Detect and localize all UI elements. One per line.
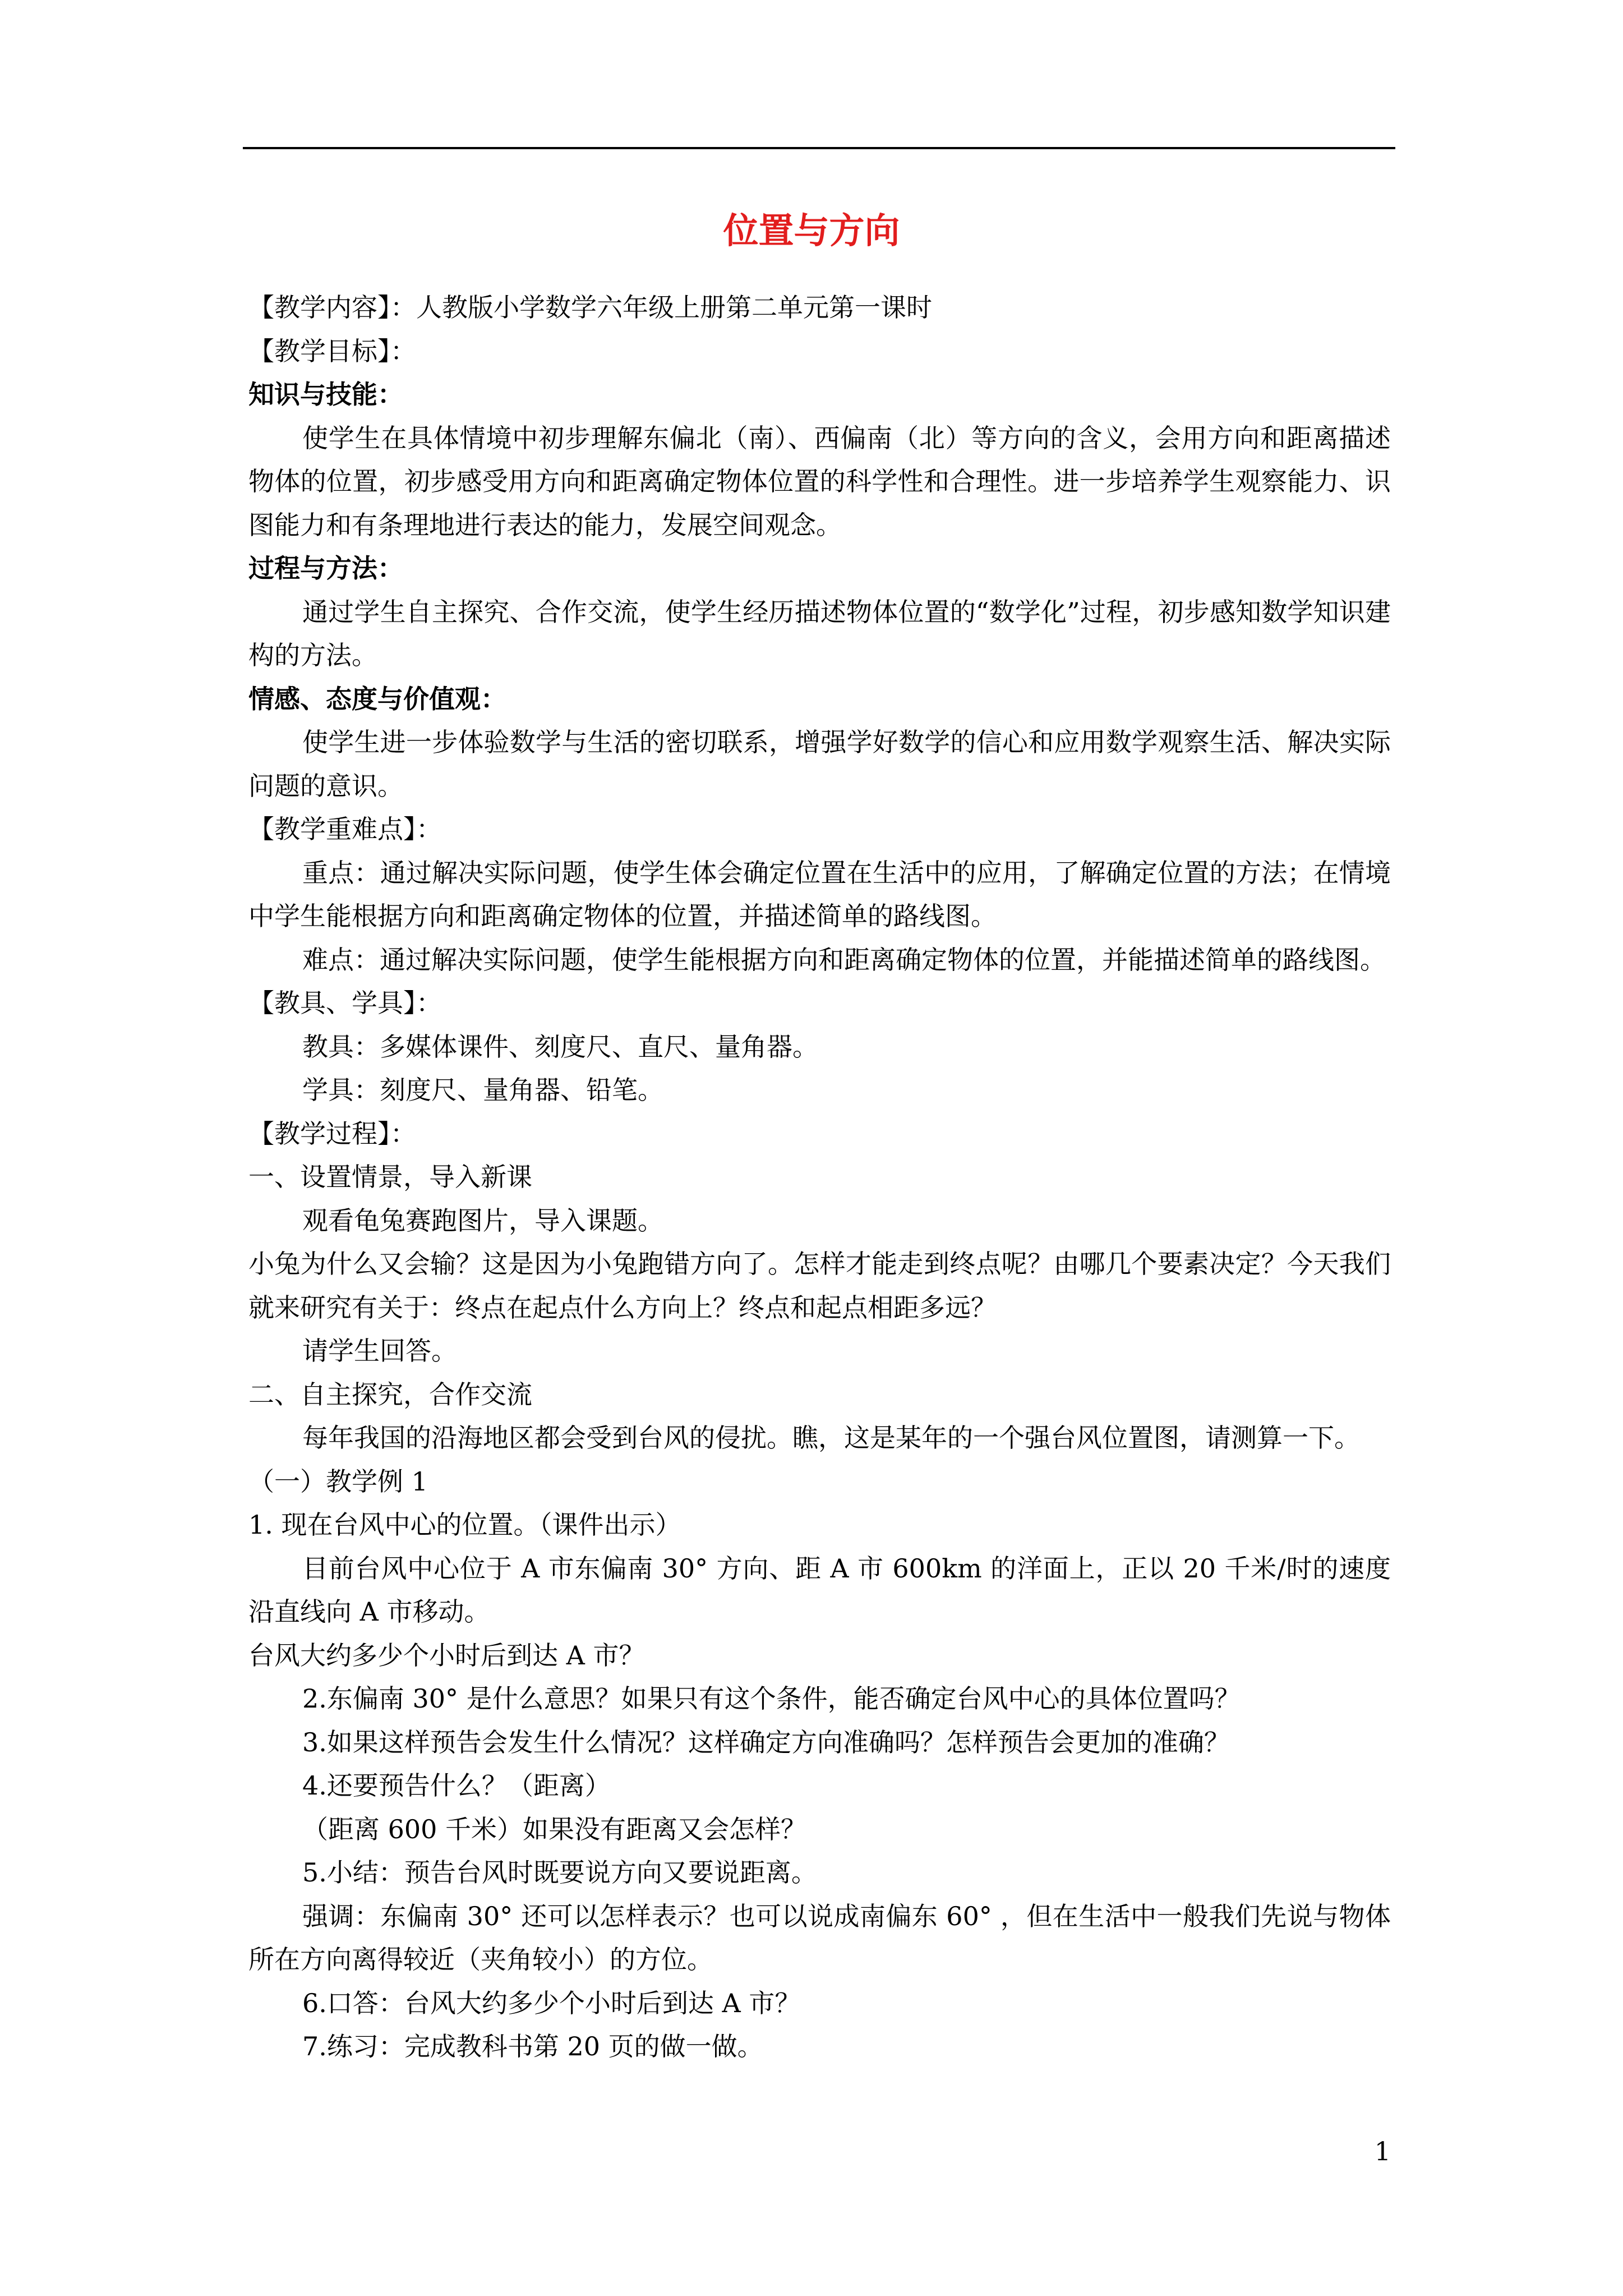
section-one-heading: 一、设置情景，导入新课 — [248, 1162, 532, 1192]
typhoon-intro-paragraph: 每年我国的沿海地区都会受到台风的侵扰。瞧，这是某年的一个强台风位置图，请测算一下。 — [302, 1423, 1360, 1453]
item-5-line: 5.小结：预告台风时既要说方向又要说距离。 — [302, 1857, 817, 1888]
teacher-tools-line: 教具：多媒体课件、刻度尺、直尺、量角器。 — [302, 1031, 818, 1062]
item-2-line: 2.东偏南 30° 是什么意思？如果只有这个条件，能否确定台风中心的具体位置吗？ — [302, 1683, 1241, 1714]
item-7-line: 7.练习：完成教科书第 20 页的做一做。 — [302, 2031, 763, 2062]
header-rule — [243, 147, 1395, 149]
key-difficult-points-heading: 【教学重难点】： — [248, 814, 442, 844]
typhoon-arrival-question: 台风大约多少个小时后到达 A 市？ — [248, 1640, 645, 1671]
page-title: 位置与方向 — [723, 210, 900, 251]
difficult-point-paragraph: 难点：通过解决实际问题，使学生能根据方向和距离确定物体的位置，并能描述简单的路线图。 — [302, 944, 1386, 975]
students-answer-line: 请学生回答。 — [302, 1336, 457, 1366]
knowledge-skills-heading: 知识与技能： — [248, 379, 403, 409]
rabbit-question-paragraph: 小兔为什么又会输？这是因为小兔跑错方向了。怎样才能走到终点呢？由哪几个要素决定？今天我们就来研究有关于：终点在起点什么方向上？终点和起点相距多远？ — [248, 1249, 1391, 1323]
item-1-line: 1. 现在台风中心的位置。（课件出示） — [248, 1510, 681, 1540]
process-method-paragraph: 通过学生自主探究、合作交流，使学生经历描述物体位置的“数学化”过程，初步感知数学知识建构的方法。 — [248, 596, 1391, 670]
example-one-heading: （一）教学例 1 — [248, 1466, 428, 1497]
item-6-line: 6.口答：台风大约多少个小时后到达 A 市？ — [302, 1987, 801, 2018]
emotion-attitude-heading: 情感、态度与价值观： — [248, 683, 506, 714]
emotion-attitude-paragraph: 使学生进一步体验数学与生活的密切联系，增强学好数学的信心和应用数学观察生活、解决实际问题的意识。 — [248, 727, 1391, 801]
section-two-heading: 二、自主探究，合作交流 — [248, 1379, 532, 1410]
emphasis-paragraph: 强调：东偏南 30° 还可以怎样表示？也可以说成南偏东 60° ，但在生活中一般我们先说与物体所在方向离得较近（夹角较小）的方位。 — [248, 1901, 1391, 1975]
distance-line: （距离 600 千米）如果没有距离又会怎样？ — [302, 1814, 807, 1844]
teaching-tools-heading: 【教具、学具】： — [248, 988, 442, 1018]
typhoon-position-paragraph: 目前台风中心位于 A 市东偏南 30° 方向、距 A 市 600km 的洋面上，正以 20 千米/时的速度沿直线向 A 市移动。 — [248, 1553, 1391, 1627]
teaching-process-heading: 【教学过程】： — [248, 1118, 416, 1149]
knowledge-skills-paragraph: 使学生在具体情境中初步理解东偏北（南）、西偏南（北）等方向的含义，会用方向和距离描述物体的位置，初步感受用方向和距离确定物体位置的科学性和合理性。进一步培养学生观察能力、识图能力和有条理地进行表达的能力，发展空间观念。 — [248, 422, 1391, 540]
teaching-goals-heading: 【教学目标】： — [248, 335, 416, 366]
section-one-intro: 观看龟兔赛跑图片，导入课题。 — [302, 1205, 663, 1236]
student-tools-line: 学具：刻度尺、量角器、铅笔。 — [302, 1075, 663, 1105]
document-body — [248, 286, 1391, 2069]
key-point-paragraph: 重点：通过解决实际问题，使学生体会确定位置在生活中的应用，了解确定位置的方法；在情境中学生能根据方向和距离确定物体的位置，并描述简单的路线图。 — [248, 857, 1391, 931]
item-3-line: 3.如果这样预告会发生什么情况？这样确定方向准确吗？怎样预告会更加的准确？ — [302, 1727, 1230, 1757]
teaching-content-line: 【教学内容】：人教版小学数学六年级上册第二单元第一课时 — [248, 292, 932, 323]
page-number: 1 — [1374, 2136, 1391, 2166]
process-method-heading: 过程与方法： — [248, 553, 403, 583]
item-4-line: 4.还要预告什么？（距离） — [302, 1770, 611, 1801]
